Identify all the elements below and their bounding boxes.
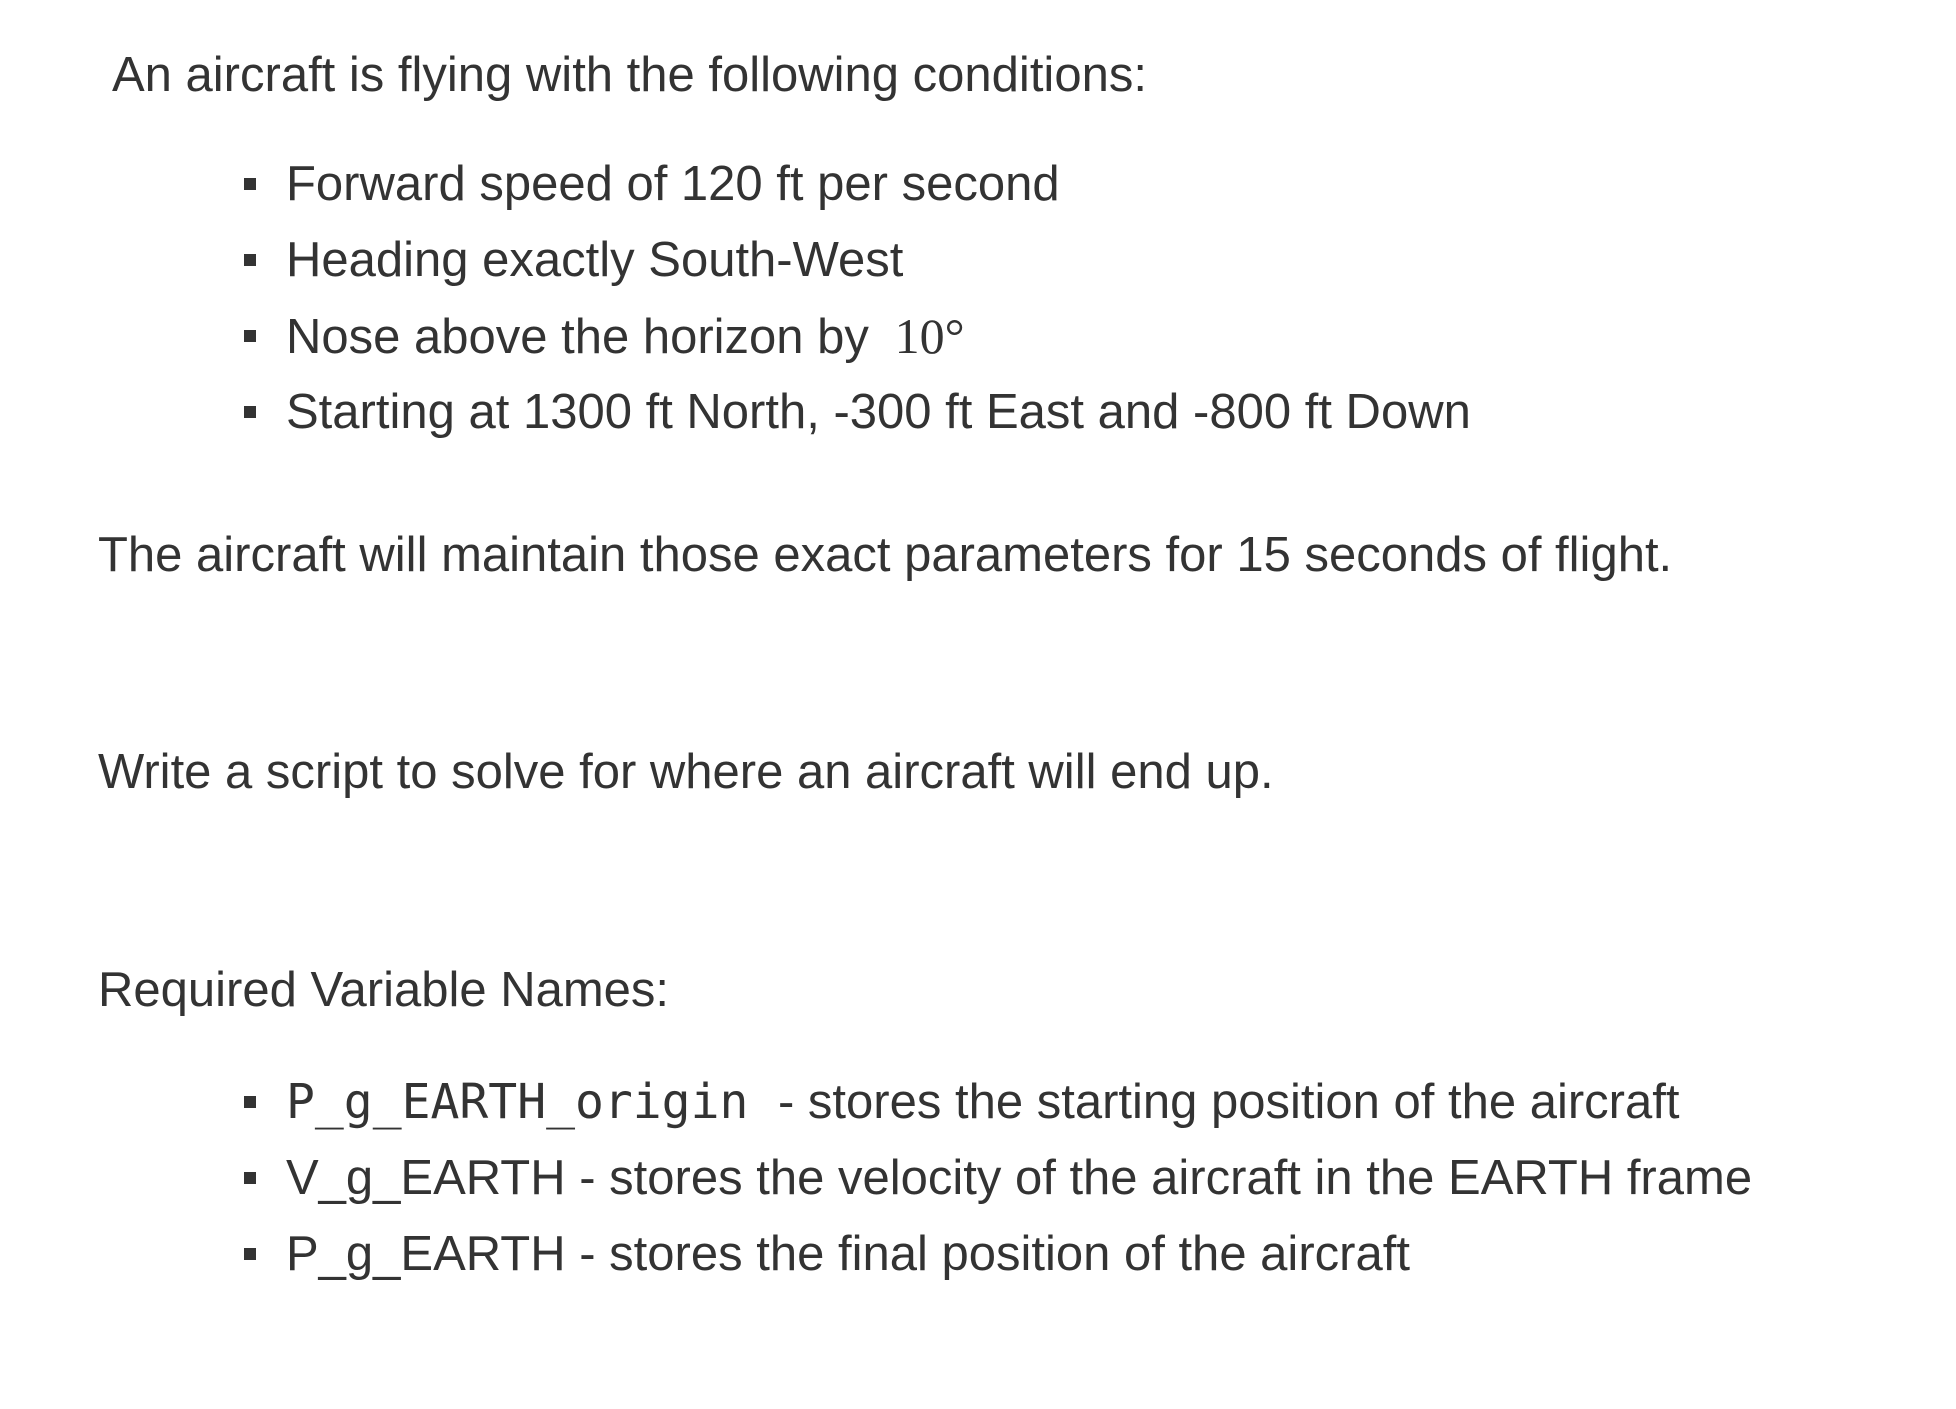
condition-speed [244,146,1471,222]
bullet-square-icon [244,330,256,342]
pitch-angle-math: 10° [894,308,965,364]
bullet-square-icon [244,254,256,266]
variable-name: P_g_EARTH [286,1227,566,1281]
bullet-square-icon [244,1096,256,1108]
condition-text: Heading exactly South-West [286,233,904,287]
condition-text: Nose above the horizon by [286,310,869,364]
variables-list [244,1064,1752,1292]
maintain-text: The aircraft will maintain those exact parameters for 15 seconds of flight. [98,528,1673,582]
variable-description: - stores the final position of the aircraft [579,1227,1410,1281]
conditions-list [244,146,1471,450]
condition-heading [244,222,1471,298]
variable-origin [244,1064,1752,1140]
bullet-square-icon [244,406,256,418]
bullet-square-icon [244,1172,256,1184]
variable-name-code: P_g_EARTH_origin [286,1074,749,1130]
condition-start-position [244,374,1471,450]
variable-description: - stores the starting position of the aircraft [778,1075,1680,1129]
variable-description: - stores the velocity of the aircraft in the EARTH frame [579,1151,1753,1205]
bullet-square-icon [244,178,256,190]
intro-text: An aircraft is flying with the following conditions: [112,48,1147,102]
task-text: Write a script to solve for where an aircraft will end up. [98,745,1274,799]
bullet-square-icon [244,1248,256,1260]
condition-pitch [244,298,1471,374]
condition-text: Starting at 1300 ft North, -300 ft East and -800 ft Down [286,385,1471,439]
variable-velocity [244,1140,1752,1216]
condition-text: Forward speed of 120 ft per second [286,157,1060,211]
required-variables-heading: Required Variable Names: [98,963,670,1017]
variable-final-position [244,1216,1752,1292]
variable-name: V_g_EARTH [286,1151,566,1205]
